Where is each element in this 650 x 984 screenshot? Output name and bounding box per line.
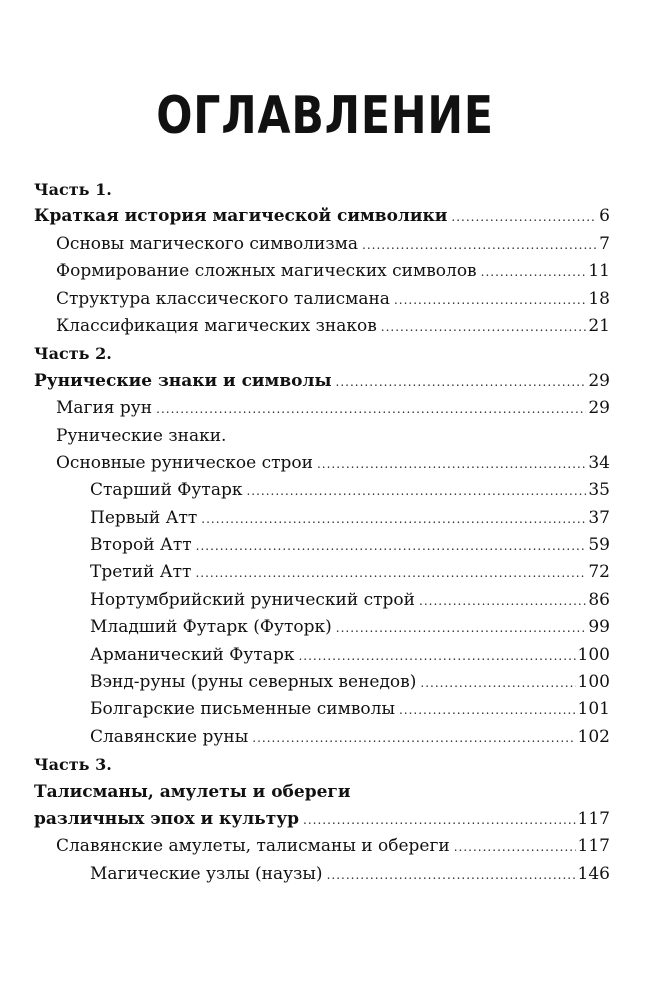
toc-entry-page: 29 <box>588 370 610 391</box>
dot-leader <box>481 259 587 286</box>
toc-entry[interactable] <box>34 696 610 723</box>
dot-leader <box>246 478 586 505</box>
toc-entry-label: Второй Атт <box>90 535 192 556</box>
toc-entry-label: Болгарские письменные символы <box>90 699 395 720</box>
toc-entry-page: 99 <box>588 617 610 638</box>
toc-entry-page: 117 <box>577 836 610 857</box>
dot-leader <box>195 560 586 587</box>
toc-entry[interactable] <box>34 477 610 504</box>
toc-entry-label: Основные руническое строи <box>56 452 313 473</box>
toc-entry[interactable] <box>34 642 610 669</box>
dot-leader <box>156 396 586 423</box>
toc-entry-label: Магия рун <box>56 398 153 419</box>
toc-entry[interactable] <box>34 861 610 888</box>
toc-entry-page: 100 <box>577 644 610 665</box>
part-heading: Часть 2. <box>34 344 112 364</box>
toc-entry-label: Старший Футарк <box>90 480 243 501</box>
dot-leader <box>362 232 597 259</box>
dot-leader <box>420 670 575 697</box>
toc-entry-label: Третий Атт <box>90 562 192 583</box>
toc-entry[interactable] <box>34 286 610 313</box>
toc-entry[interactable] <box>34 559 610 586</box>
dot-leader <box>381 314 587 341</box>
dot-leader <box>327 862 576 889</box>
toc-entry-page: 34 <box>588 452 610 473</box>
dot-leader <box>298 643 575 670</box>
toc-entry-page: 59 <box>588 535 610 556</box>
toc-entry-label: Краткая история магической символики <box>34 206 448 227</box>
toc-entry-label: различных эпох и культур <box>34 808 300 829</box>
toc-entry[interactable] <box>34 258 610 285</box>
toc-entry-label: Славянские руны <box>90 726 249 747</box>
toc-entry[interactable] <box>34 313 610 340</box>
toc-entry[interactable] <box>34 587 610 614</box>
toc-entry-label: Нортумбрийский рунический строй <box>90 589 415 610</box>
toc-entry-label: Первый Атт <box>90 507 198 528</box>
dot-leader <box>336 369 587 396</box>
toc-entry[interactable] <box>34 395 610 422</box>
toc-entry-page: 18 <box>588 288 610 309</box>
toc-entry-label: Арманический Футарк <box>90 644 295 665</box>
toc-entry-page: 72 <box>588 562 610 583</box>
dot-leader <box>303 807 576 834</box>
toc-entry-label: Классификация магических знаков <box>56 315 377 336</box>
part-heading: Часть 1. <box>34 180 112 199</box>
toc-entry[interactable] <box>34 505 610 532</box>
page-title: ОГЛАВЛЕНИЕ <box>156 86 494 146</box>
toc-entry[interactable] <box>34 203 610 230</box>
toc-entry[interactable] <box>34 724 610 751</box>
dot-leader <box>454 834 576 861</box>
toc-entry-label: Формирование сложных магических символов <box>56 261 477 282</box>
dot-leader <box>317 451 586 478</box>
toc-entry-page: 86 <box>588 589 610 610</box>
toc-entry-page: 37 <box>588 507 610 528</box>
toc-entry-page: 29 <box>588 398 610 419</box>
toc-entry-page: 35 <box>588 480 610 501</box>
toc-entry[interactable] <box>34 614 610 641</box>
toc-line: Талисманы, амулеты и обереги <box>34 781 351 802</box>
toc-entry-page: 102 <box>577 726 610 747</box>
toc-entry[interactable] <box>34 532 610 559</box>
toc-entry-label: Младший Футарк (Футорк) <box>90 617 332 638</box>
dot-leader <box>196 533 587 560</box>
toc-entry-label: Основы магического символизма <box>56 233 358 254</box>
toc-entry-label: Рунические знаки и символы <box>34 370 332 391</box>
toc-entry-page: 7 <box>599 233 610 254</box>
dot-leader <box>336 615 587 642</box>
toc-entry-label: Структура классического талисмана <box>56 288 390 309</box>
toc-entry-page: 101 <box>577 699 610 720</box>
toc-entry[interactable] <box>34 450 610 477</box>
toc-entry-page: 11 <box>588 261 610 282</box>
toc-entry-page: 117 <box>577 808 610 829</box>
toc-entry-label: Вэнд-руны (руны северных венедов) <box>90 672 417 693</box>
toc-entry-page: 21 <box>588 315 610 336</box>
dot-leader <box>451 204 597 231</box>
toc-line: Рунические знаки. <box>56 425 227 446</box>
toc-entry-page: 146 <box>577 863 610 884</box>
toc-entry[interactable] <box>34 669 610 696</box>
toc-entry-label: Славянские амулеты, талисманы и обереги <box>56 836 450 857</box>
toc-entry[interactable] <box>34 806 610 833</box>
dot-leader <box>201 506 586 533</box>
toc-entry-page: 100 <box>577 672 610 693</box>
toc-entry[interactable] <box>34 231 610 258</box>
dot-leader <box>394 287 586 314</box>
toc-entry[interactable] <box>34 833 610 860</box>
table-of-contents <box>34 176 610 888</box>
toc-entry[interactable] <box>34 368 610 395</box>
toc-entry-page: 6 <box>599 206 610 227</box>
dot-leader <box>399 697 576 724</box>
dot-leader <box>419 588 586 615</box>
part-heading: Часть 3. <box>34 755 112 775</box>
toc-entry-label: Магические узлы (наузы) <box>90 863 323 884</box>
dot-leader <box>252 725 575 752</box>
